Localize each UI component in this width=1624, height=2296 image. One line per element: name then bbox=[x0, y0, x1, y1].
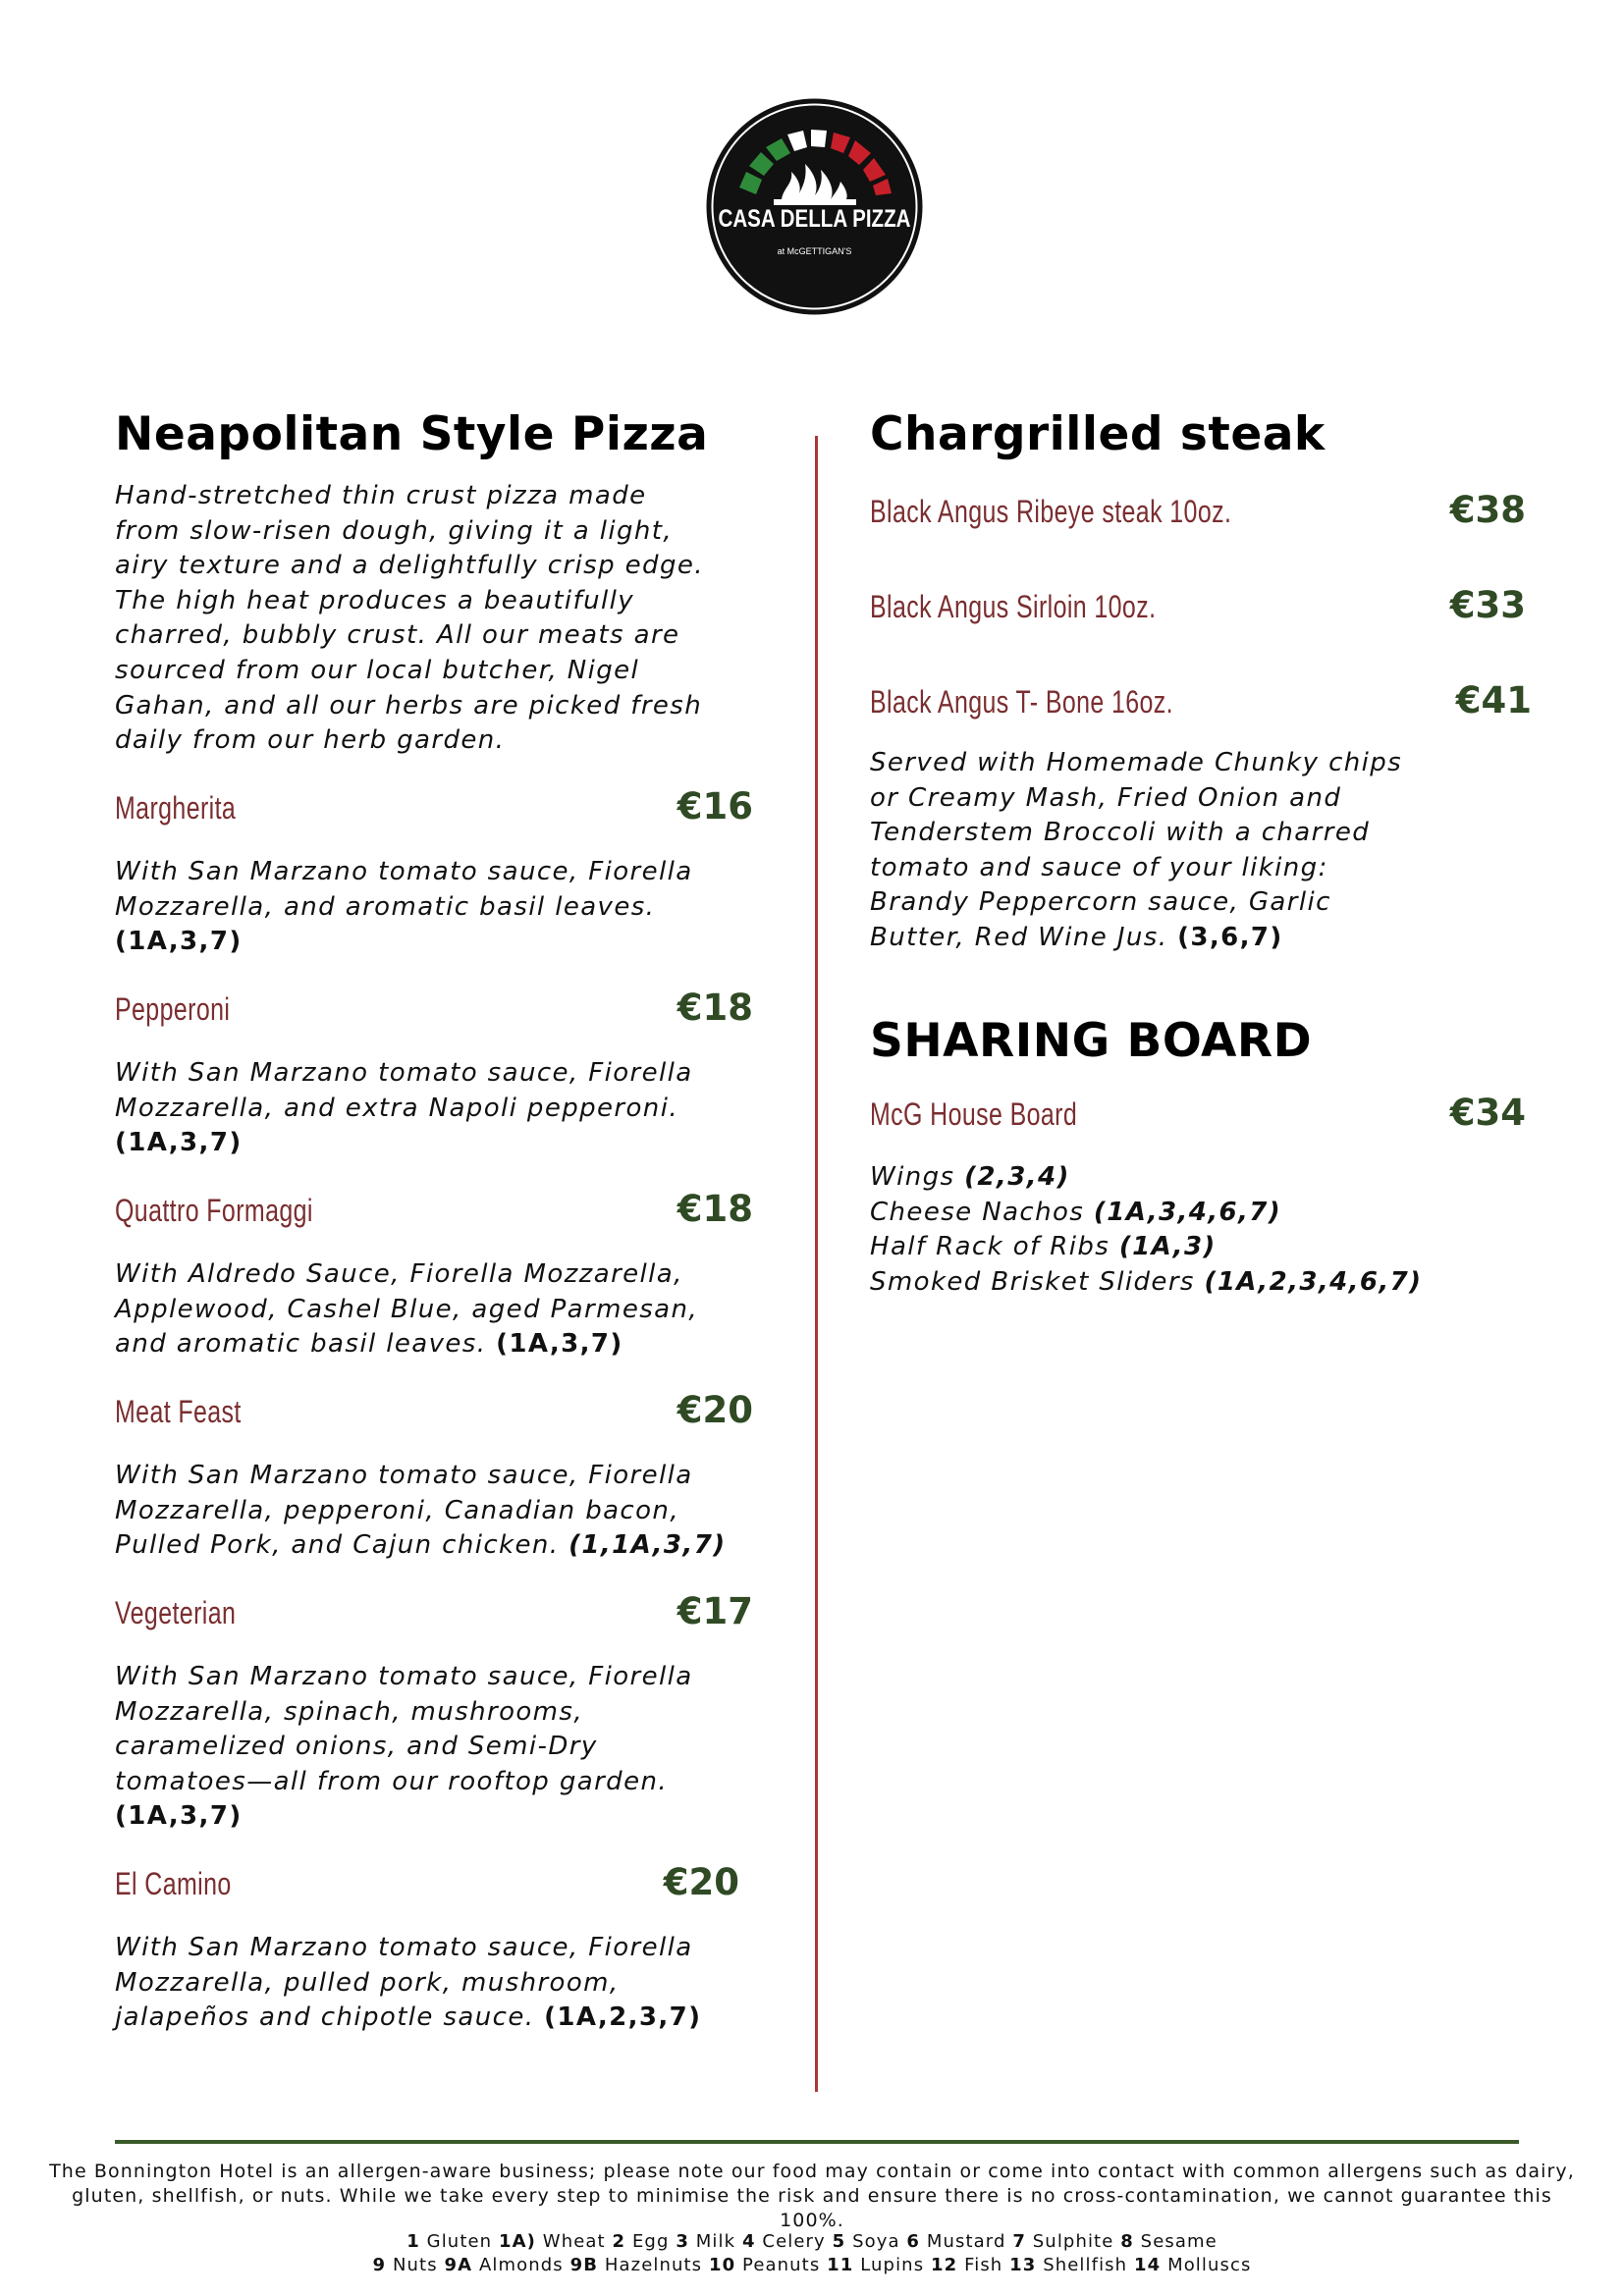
item-description: With Aldredo Sauce, Fiorella Mozzarella, Applewood, Cashel Blue, aged Parmesan, and aromatic basil leaves. (1A,3,7) bbox=[115, 1259, 699, 1360]
restaurant-logo bbox=[705, 97, 924, 316]
menu-item bbox=[115, 785, 753, 960]
item-name: Pepperoni bbox=[115, 991, 231, 1027]
pizza-intro: Hand-stretched thin crust pizza made from slow-risen dough, giving it a light, airy texture and a delightfully crisp edge. The high heat produces a beautifully charred, bubbly crust. All our meats are sourced from our local butcher, Nigel Gahan, and all our herbs are picked fresh daily from our herb garden. bbox=[115, 481, 704, 756]
item-description: With San Marzano tomato sauce, Fiorella Mozzarella, pulled pork, mushroom, jalapeños and chipotle sauce. (1A,2,3,7) bbox=[115, 1933, 702, 2033]
sharing-section-title: SHARING BOARD bbox=[870, 1014, 1313, 1068]
item-price: €18 bbox=[677, 1188, 753, 1230]
item-price: €20 bbox=[663, 1861, 739, 1903]
menu-item bbox=[870, 489, 1526, 531]
menu-item bbox=[115, 1188, 753, 1362]
item-price: €33 bbox=[1449, 584, 1526, 626]
allergen-codes: (3,6,7) bbox=[1177, 922, 1283, 952]
item-price: €17 bbox=[677, 1590, 753, 1632]
list-item: Half Rack of Ribs (1A,3) bbox=[870, 1232, 1217, 1262]
allergen-codes: (1A,3,7) bbox=[115, 927, 243, 957]
item-price: €34 bbox=[1449, 1092, 1526, 1134]
list-item: Wings (2,3,4) bbox=[870, 1162, 1070, 1192]
allergen-codes: (1A,3,7) bbox=[115, 1128, 243, 1158]
allergen-codes: (1A,3,7) bbox=[115, 1801, 243, 1832]
allergen-legend-row: 1 Gluten 1A) Wheat 2 Egg 3 Milk 4 Celery 5 Soya 6 Mustard 7 Sulphite 8 Sesame bbox=[406, 2231, 1218, 2252]
steak-section bbox=[870, 404, 1532, 1297]
item-description: With San Marzano tomato sauce, Fiorella Mozzarella, and extra Napoli pepperoni. (1A,3,7) bbox=[115, 1058, 693, 1158]
menu-item bbox=[870, 1092, 1526, 1134]
allergen-codes: (1A,2,3,7) bbox=[544, 2002, 702, 2033]
item-name: Black Angus Ribeye steak 10oz. bbox=[870, 494, 1232, 529]
item-name: Margherita bbox=[115, 790, 237, 826]
footer-rule bbox=[115, 2140, 1519, 2144]
list-item: Smoked Brisket Sliders (1A,2,3,4,6,7) bbox=[870, 1266, 1423, 1297]
item-name: Meat Feast bbox=[115, 1394, 242, 1429]
item-price: €41 bbox=[1455, 679, 1532, 721]
item-description: With San Marzano tomato sauce, Fiorella Mozzarella, and aromatic basil leaves. (1A,3,7) bbox=[115, 857, 693, 957]
menu-item bbox=[115, 1590, 753, 1835]
logo-emblem bbox=[705, 97, 924, 316]
steak-section-title: Chargrilled steak bbox=[870, 407, 1326, 461]
steak-description: Served with Homemade Chunky chips or Creamy Mash, Fried Onion and Tenderstem Broccoli with a charred tomato and sauce of your liking: Brandy Peppercorn sauce, Garlic Butter, Red Wine Jus. (3,6,7) bbox=[870, 748, 1403, 952]
list-item: Cheese Nachos (1A,3,4,6,7) bbox=[870, 1197, 1282, 1227]
logo-sub-text: at McGETTIGAN'S bbox=[777, 246, 852, 256]
allergen-notice: The Bonnington Hotel is an allergen-aware business; please note our food may contain or come into contact with common allergens such as dairy, gluten, shellfish, or nuts. While we take every step to minimise the risk and ensure there is no cross-contamination, we cannot guarantee this 100%. bbox=[49, 2161, 1575, 2231]
pizza-section-title: Neapolitan Style Pizza bbox=[115, 407, 709, 461]
allergen-codes: (1A,3,7) bbox=[496, 1329, 623, 1360]
column-divider bbox=[815, 436, 818, 2092]
logo-brand-text: CASA DELLA PIZZA bbox=[718, 205, 911, 233]
item-name: Quattro Formaggi bbox=[115, 1193, 313, 1228]
item-description: With San Marzano tomato sauce, Fiorella Mozzarella, spinach, mushrooms, caramelized onions, and Semi-Dry tomatoes—all from our rooftop garden. (1A,3,7) bbox=[115, 1662, 693, 1832]
menu-item bbox=[115, 987, 753, 1161]
sharing-board-contents bbox=[870, 1160, 1526, 1300]
allergen-legend bbox=[39, 2230, 1585, 2277]
item-name: Black Angus T- Bone 16oz. bbox=[870, 684, 1174, 720]
menu-item bbox=[870, 584, 1526, 626]
item-name: Vegeterian bbox=[115, 1595, 237, 1630]
item-name: McG House Board bbox=[870, 1096, 1078, 1132]
item-price: €20 bbox=[677, 1389, 753, 1431]
item-price: €16 bbox=[677, 785, 753, 828]
menu-item bbox=[115, 1861, 753, 2036]
menu-item bbox=[870, 679, 1532, 721]
pizza-section bbox=[115, 404, 753, 2033]
item-price: €18 bbox=[677, 987, 753, 1029]
allergen-codes: (1,1A,3,7) bbox=[568, 1530, 727, 1561]
item-price: €38 bbox=[1449, 489, 1526, 531]
item-description: With San Marzano tomato sauce, Fiorella Mozzarella, pepperoni, Canadian bacon, Pulled Pork, and Cajun chicken. (1,1A,3,7) bbox=[115, 1461, 727, 1561]
item-name: El Camino bbox=[115, 1866, 232, 1901]
item-name: Black Angus Sirloin 10oz. bbox=[870, 589, 1157, 624]
menu-item bbox=[115, 1389, 753, 1564]
allergen-legend-row: 9 Nuts 9A Almonds 9B Hazelnuts 10 Peanuts 11 Lupins 12 Fish 13 Shellfish 14 Molluscs bbox=[372, 2255, 1252, 2275]
